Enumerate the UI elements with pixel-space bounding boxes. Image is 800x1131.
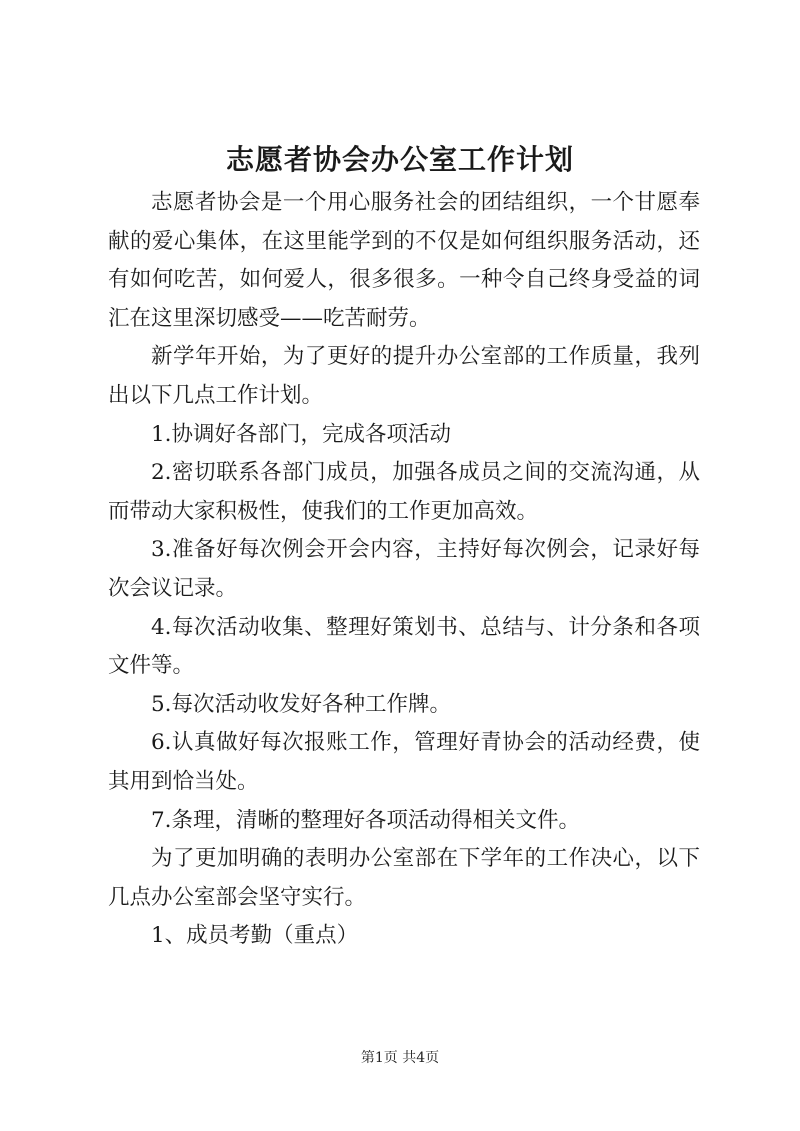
document-body [108,184,700,956]
plan-item-2: 2.密切联系各部门成员，加强各成员之间的交流沟通，从而带动大家积极性，使我们的工作更加高效。 [108,460,700,524]
commitment-paragraph: 为了更加明确的表明办公室部在下学年的工作决心，以下几点办公室部会坚守实行。 [108,846,700,910]
document-title: 志愿者协会办公室工作计划 [225,143,574,176]
plan-item-5: 5.每次活动收发好各种工作牌。 [151,691,452,717]
plan-item-7: 7.条理，清晰的整理好各项活动得相关文件。 [151,807,581,833]
plan-item-4: 4.每次活动收集、整理好策划书、总结与、计分条和各项文件等。 [108,614,700,679]
intro-paragraph: 志愿者协会是一个用心服务社会的团结组织，一个甘愿奉献的爱心集体，在这里能学到的不仅是如何组织服务活动，还有如何吃苦，如何爱人，很多很多。一种令自己终身受益的词汇在这里深切感受——吃苦耐劳。 [108,190,700,331]
plan-item-3: 3.准备好每次例会开会内容，主持好每次例会，记录好每次会议记录。 [108,537,700,601]
page-footer: 第1页 共4页 [360,1050,440,1066]
plan-intro-paragraph: 新学年开始，为了更好的提升办公室部的工作质量，我列出以下几点工作计划。 [108,344,700,408]
plan-item-6: 6.认真做好每次报账工作，管理好青协会的活动经费，使其用到恰当处。 [108,730,700,794]
plan-item-1: 1.协调好各部门，完成各项活动 [151,421,452,447]
section-heading-attendance: 1、成员考勤（重点） [151,923,359,949]
